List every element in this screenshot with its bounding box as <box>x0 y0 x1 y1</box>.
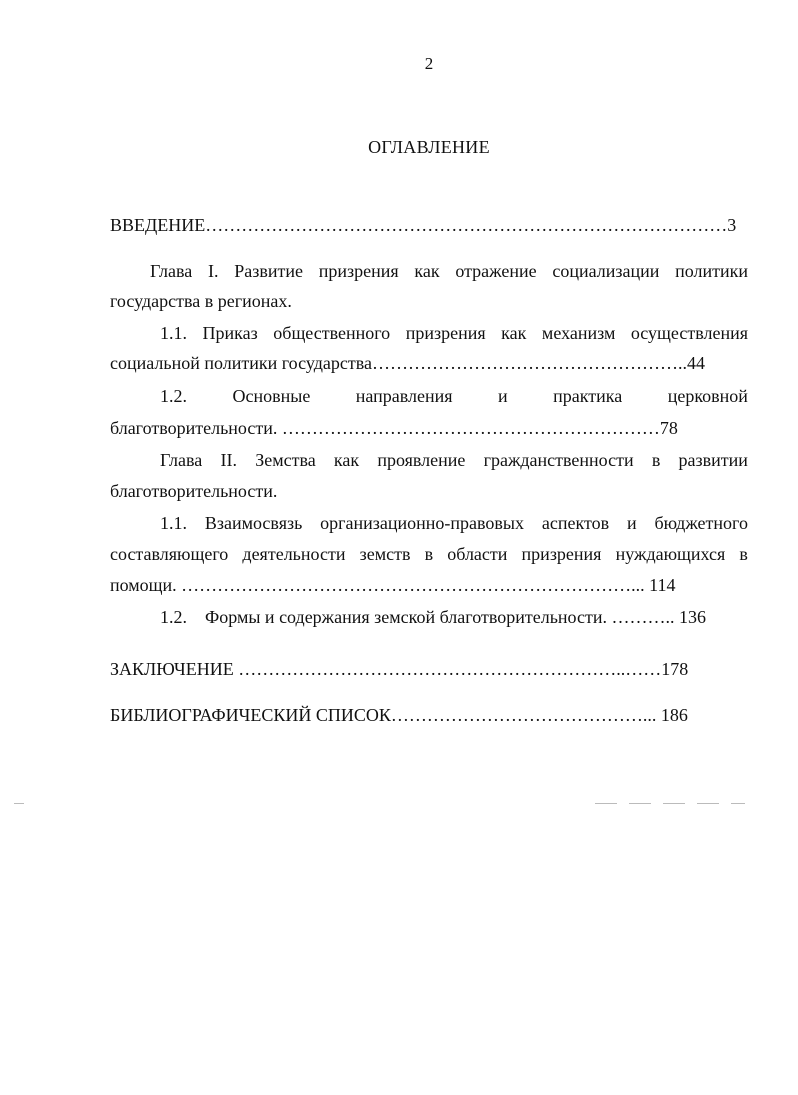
word: отражение <box>455 261 537 281</box>
toc-entry-text: помощи. …………………………………………………………………... 114 <box>110 575 676 595</box>
toc-entry-introduction[interactable] <box>110 214 748 236</box>
word: призрения <box>521 544 602 564</box>
word: как <box>414 261 440 281</box>
word: как <box>501 323 527 343</box>
word: и <box>498 386 508 406</box>
chapter-2-section-1-1-line-3[interactable] <box>110 574 748 596</box>
word: призрения <box>405 323 486 343</box>
toc-entry-conclusion[interactable] <box>110 658 748 680</box>
word: гражданственности <box>483 450 634 470</box>
word: Взаимосвязь <box>204 513 303 533</box>
chapter-2-section-1-1-line-2[interactable] <box>110 543 748 565</box>
toc-entry-text: благотворительности. ………………………………………………………78 <box>110 418 678 438</box>
toc-entry-text: 1.2. Формы и содержания земской благотворительности. ……….. 136 <box>160 607 706 627</box>
word: практика <box>553 386 623 406</box>
chapter-1-heading-line-2 <box>110 290 748 312</box>
word: в <box>739 544 748 564</box>
word: II. <box>220 450 237 470</box>
word: области <box>447 544 508 564</box>
chapter-1-section-1-2-line-1[interactable] <box>160 385 748 407</box>
word: Глава <box>160 450 203 470</box>
word: Земства <box>255 450 316 470</box>
word: Основные <box>232 386 311 406</box>
word: составляющего <box>110 544 229 564</box>
page-number: 2 <box>424 54 434 73</box>
word: социализации <box>552 261 660 281</box>
chapter-2-section-1-1-line-1[interactable] <box>160 512 748 534</box>
toc-entry-text: государства в регионах. <box>110 291 292 311</box>
word: осуществления <box>630 323 748 343</box>
word: и <box>626 513 637 533</box>
chapter-1-section-1-2-line-2[interactable] <box>110 417 748 439</box>
chapter-2-heading-line-1[interactable] <box>160 449 748 471</box>
chapter-1-heading-line-1[interactable] <box>150 260 748 282</box>
word: Приказ <box>202 323 258 343</box>
toc-entry-text: ЗАКЛЮЧЕНИЕ ………………………………………………………..……178 <box>110 659 689 679</box>
chapter-2-heading-line-2 <box>110 480 748 502</box>
word: направления <box>355 386 453 406</box>
word: 1.2. <box>160 386 187 406</box>
word: 1.1. <box>160 323 187 343</box>
word: как <box>333 450 360 470</box>
word: аспектов <box>541 513 610 533</box>
toc-entry-text: ВВЕДЕНИЕ……………………………………………………………………………3 <box>110 215 737 235</box>
word: организационно-правовых <box>320 513 525 533</box>
word: земств <box>359 544 411 564</box>
word: I. <box>208 261 219 281</box>
toc-entry-text: социальной политики государства……………………………………………..44 <box>110 353 706 373</box>
word: бюджетного <box>654 513 748 533</box>
word: нуждающихся <box>615 544 726 564</box>
scan-artifact-line <box>14 803 24 804</box>
word: Глава <box>150 261 193 281</box>
word: 1.1. <box>160 513 187 533</box>
word: проявление <box>377 450 466 470</box>
word: развитии <box>678 450 748 470</box>
word: политики <box>675 261 748 281</box>
word: деятельности <box>242 544 346 564</box>
word: в <box>424 544 434 564</box>
toc-title: ОГЛАВЛЕНИЕ <box>368 137 490 157</box>
toc-entry-text: БИБЛИОГРАФИЧЕСКИЙ СПИСОК……………………………………... 186 <box>110 705 688 725</box>
chapter-1-section-1-1-line-2[interactable] <box>110 352 748 374</box>
word: Развитие <box>234 261 303 281</box>
word: призрения <box>318 261 399 281</box>
chapter-1-section-1-1-line-1[interactable] <box>160 322 748 344</box>
word: механизм <box>541 323 616 343</box>
toc-entry-text: благотворительности. <box>110 481 278 501</box>
word: общественного <box>273 323 391 343</box>
toc-entry-bibliography[interactable] <box>110 704 748 726</box>
word: церковной <box>667 386 748 406</box>
chapter-2-section-1-2[interactable] <box>160 606 748 628</box>
scan-artifact-line <box>595 803 745 804</box>
word: в <box>651 450 661 470</box>
